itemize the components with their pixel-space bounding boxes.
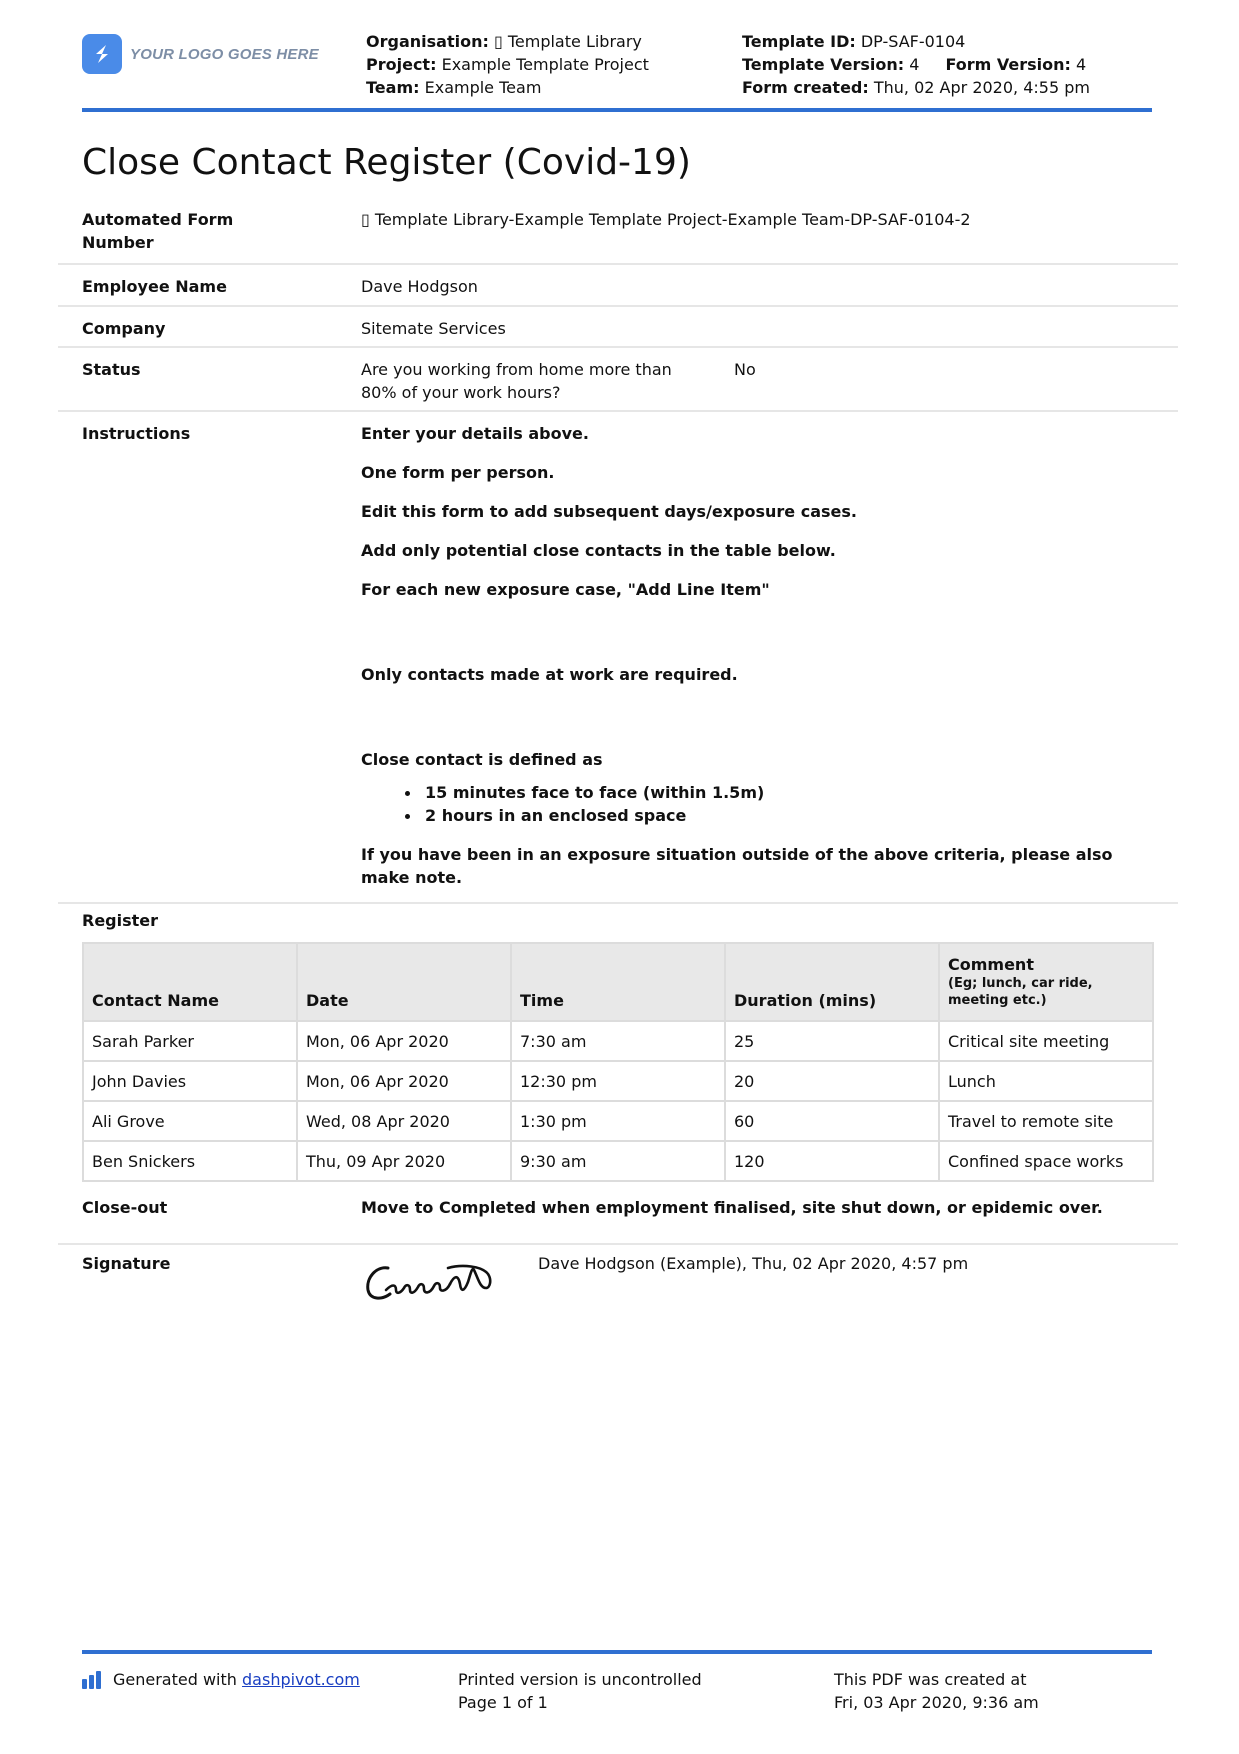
closeout-value: Move to Completed when employment finalised, site shut down, or epidemic over. [361,1198,1103,1217]
comment-cell: Confined space works [939,1141,1153,1181]
register-header-row [83,943,1153,1021]
team-label: Team: [366,78,420,97]
employee-value: Dave Hodgson [361,277,478,296]
form-version-label: Form Version: [945,55,1071,74]
generated-prefix: Generated with [113,1670,237,1689]
instruction-line: Enter your details above. [361,424,589,443]
organisation-value: ▯ Template Library [493,32,642,51]
duration-cell: 60 [725,1101,939,1141]
template-version-value: 4 [909,55,920,74]
comment-cell: Critical site meeting [939,1021,1153,1061]
divider [58,1243,1178,1245]
instructions-text [361,422,1161,905]
bar-chart-icon [82,1671,103,1689]
instruction-line: Close contact is defined as [361,750,603,769]
status-row [58,348,1178,412]
header-comment-title: Comment [948,955,1034,974]
form-number-label: Automated Form Number [82,210,234,252]
signature-label: Signature [82,1254,171,1273]
contact-name-cell: Sarah Parker [83,1021,297,1061]
form-number-row [58,198,1178,265]
instructions-label: Instructions [82,424,191,443]
instruction-line: Edit this form to add subsequent days/exposure cases. [361,502,857,521]
comment-cell: Travel to remote site [939,1101,1153,1141]
date-cell: Thu, 09 Apr 2020 [297,1141,511,1181]
date-cell: Mon, 06 Apr 2020 [297,1061,511,1101]
table-row [83,1061,1153,1101]
print-info [458,1668,702,1714]
header-comment [939,943,1153,1021]
header-contact-name: Contact Name [83,943,297,1021]
table-row [83,1021,1153,1061]
instruction-line: If you have been in an exposure situation outside of the above criteria, please also make note. [361,845,1113,887]
page-number: Page 1 of 1 [458,1693,548,1712]
instruction-line: Only contacts made at work are required. [361,665,738,684]
contact-name-cell: Ben Snickers [83,1141,297,1181]
pdf-created-info [834,1668,1039,1714]
company-value: Sitemate Services [361,319,506,338]
header-template-info [742,30,1090,99]
status-answer: No [734,360,756,379]
instructions-row [58,412,1178,904]
time-cell: 1:30 pm [511,1101,725,1141]
instruction-line: One form per person. [361,463,555,482]
form-version-value: 4 [1075,55,1087,74]
template-id-label: Template ID: [742,32,856,51]
status-label: Status [82,360,141,379]
pdf-created-date: Fri, 03 Apr 2020, 9:36 am [834,1693,1039,1712]
header-duration: Duration (mins) [725,943,939,1021]
comment-cell: Lunch [939,1061,1153,1101]
company-label: Company [82,319,166,338]
logo-text: YOUR LOGO GOES HERE [130,45,319,63]
project-label: Project: [366,55,437,74]
page-footer [82,1650,1152,1712]
status-question: Are you working from home more than 80% of your work hours? [361,360,672,402]
duration-cell: 120 [725,1141,939,1181]
page-title: Close Contact Register (Covid-19) [82,142,691,183]
template-id-value: DP-SAF-0104 [860,32,966,51]
dashpivot-link[interactable]: dashpivot.com [242,1670,360,1689]
printed-uncontrolled: Printed version is uncontrolled [458,1670,702,1689]
criteria-item: 15 minutes face to face (within 1.5m) [425,781,1161,804]
register-label: Register [82,911,159,930]
signature-value: Dave Hodgson (Example), Thu, 02 Apr 2020, 4:57 pm [538,1254,969,1273]
form-created-value: Thu, 02 Apr 2020, 4:55 pm [873,78,1090,97]
instruction-line: Add only potential close contacts in the table below. [361,541,836,560]
template-version-label: Template Version: [742,55,905,74]
table-row [83,1101,1153,1141]
time-cell: 12:30 pm [511,1061,725,1101]
instruction-line: For each new exposure case, "Add Line Item" [361,580,770,599]
logo-s-icon [82,34,122,74]
organisation-label: Organisation: [366,32,489,51]
employee-row [58,265,1178,307]
closeout-label: Close-out [82,1198,168,1217]
duration-cell: 20 [725,1061,939,1101]
header-org-info [366,30,649,99]
date-cell: Wed, 08 Apr 2020 [297,1101,511,1141]
criteria-item: 2 hours in an enclosed space [425,804,1161,827]
page-header [82,30,1152,112]
team-value: Example Team [424,78,542,97]
signature-image [362,1254,496,1314]
contact-name-cell: John Davies [83,1061,297,1101]
header-comment-hint: (Eg; lunch, car ride, meeting etc.) [948,976,1093,1008]
duration-cell: 25 [725,1021,939,1061]
time-cell: 7:30 am [511,1021,725,1061]
date-cell: Mon, 06 Apr 2020 [297,1021,511,1061]
contact-name-cell: Ali Grove [83,1101,297,1141]
form-number-value: ▯ Template Library-Example Template Project-Example Team-DP-SAF-0104-2 [361,210,971,229]
header-date: Date [297,943,511,1021]
employee-label: Employee Name [82,277,227,296]
close-contact-criteria-list [425,781,1161,827]
logo [82,34,319,74]
register-table [82,942,1154,1182]
table-row [83,1141,1153,1181]
time-cell: 9:30 am [511,1141,725,1181]
generated-with [82,1668,360,1691]
project-value: Example Template Project [441,55,649,74]
header-time: Time [511,943,725,1021]
company-row [58,307,1178,348]
pdf-created-label: This PDF was created at [834,1670,1027,1689]
form-created-label: Form created: [742,78,869,97]
